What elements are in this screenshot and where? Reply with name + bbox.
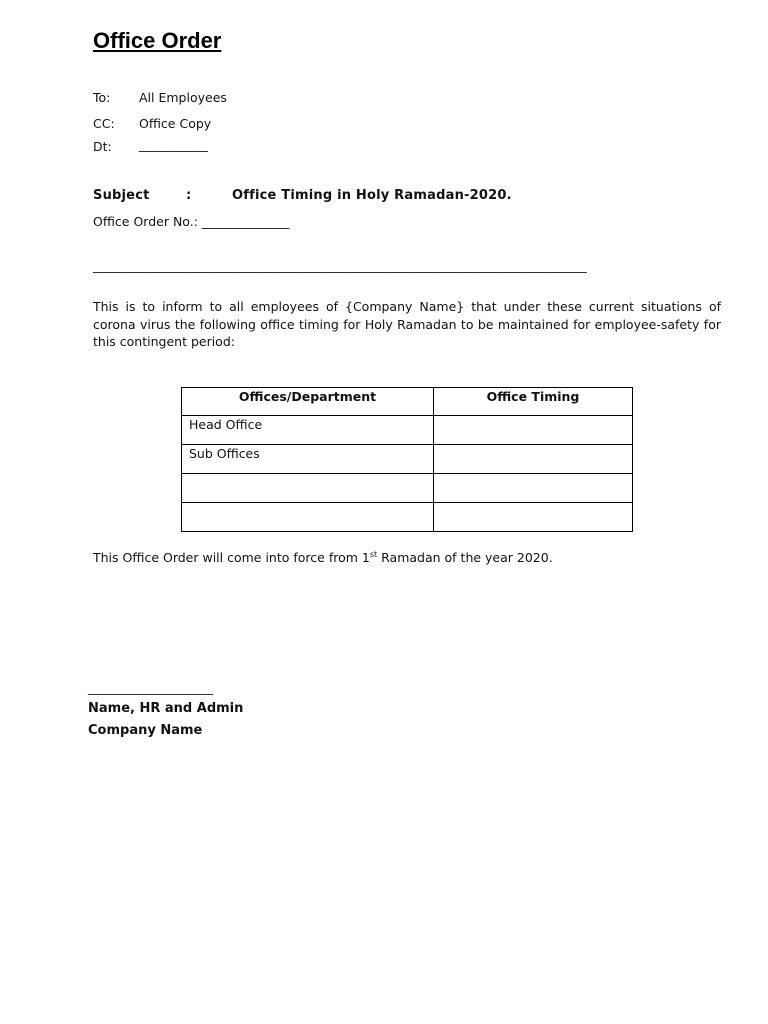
table-row [182, 474, 633, 503]
date-label: Dt: [93, 139, 112, 154]
column-header-department: Offices/Department [182, 388, 434, 416]
subject-value: Office Timing in Holy Ramadan-2020. [232, 188, 512, 203]
effective-date-note [93, 550, 553, 565]
column-header-timing: Office Timing [434, 388, 633, 416]
table-row [182, 503, 633, 532]
date-blank: ___________ [139, 137, 208, 152]
signatory-name: Name, HR and Admin [88, 701, 244, 716]
table-cell-timing [434, 474, 633, 503]
table-cell-department: Sub Offices [182, 445, 434, 474]
table-row [182, 416, 633, 445]
effective-note-start: This Office Order will come into force from 1 [93, 550, 370, 565]
subject-label: Subject [93, 188, 150, 203]
table-cell-timing [434, 445, 633, 474]
subject-colon: : [186, 188, 192, 203]
document-title: Office Order [93, 28, 222, 53]
cc-label: CC: [93, 116, 115, 131]
divider-line: _______________________________________________________________________________ [93, 258, 587, 273]
office-order-number: Office Order No.: ______________ [93, 214, 290, 229]
table-cell-department: Head Office [182, 416, 434, 445]
ordinal-superscript: st [369, 549, 378, 559]
table-cell-timing [434, 416, 633, 445]
table-header-row [182, 388, 633, 416]
to-label: To: [93, 90, 111, 105]
office-timing-table [181, 387, 633, 532]
table-cell-timing [434, 503, 633, 532]
signature-line: ____________________ [88, 680, 213, 695]
table-cell-department [182, 503, 434, 532]
effective-note-end: Ramadan of the year 2020. [377, 550, 553, 565]
signatory-company: Company Name [88, 723, 203, 738]
to-value: All Employees [139, 90, 227, 105]
body-paragraph: This is to inform to all employees of {Company Name} that under these current situations of corona virus the following office timing for Holy Ramadan to be maintained for employee-safety for this contingent period: [93, 299, 721, 349]
cc-value: Office Copy [139, 116, 212, 131]
table-cell-department [182, 474, 434, 503]
table-row [182, 445, 633, 474]
